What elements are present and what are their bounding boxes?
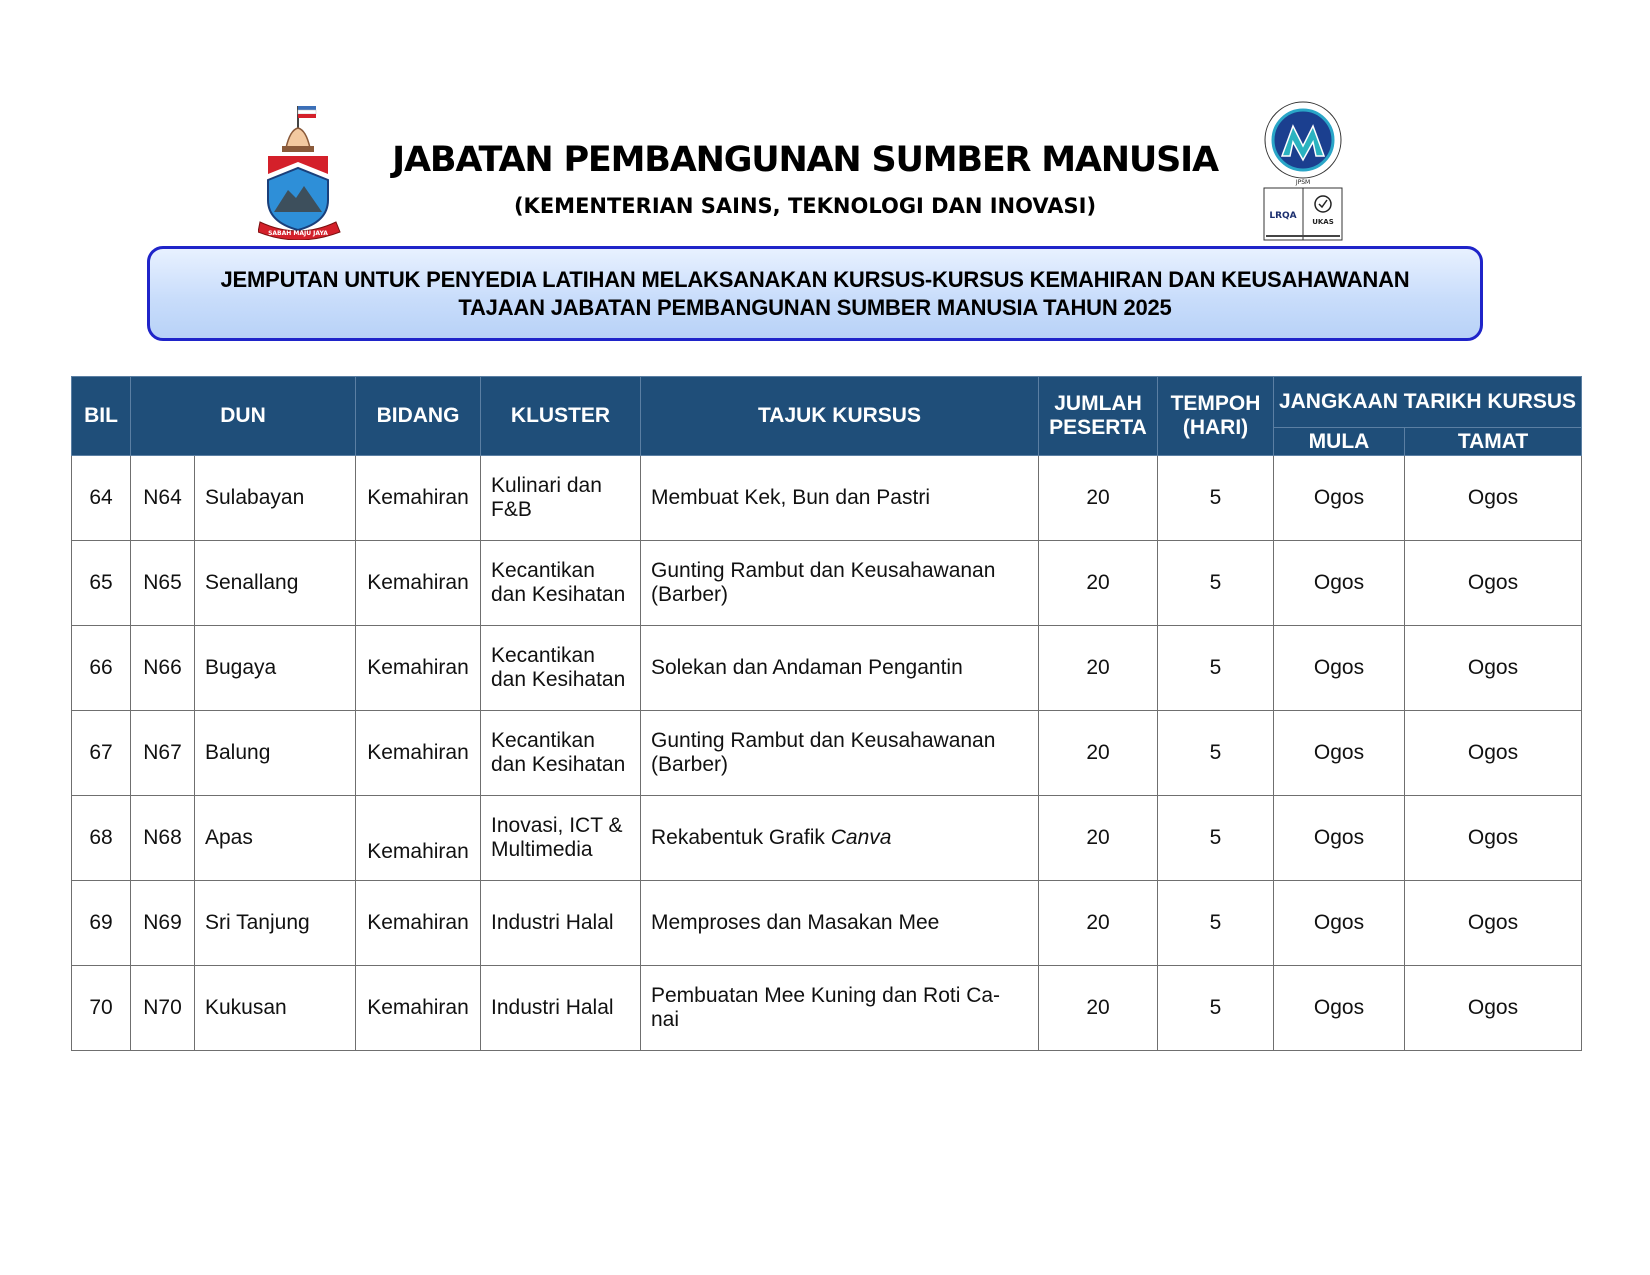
header-tempoh-hari: TEMPOH (HARI)	[1158, 377, 1274, 456]
cell-tempoh: 5	[1158, 711, 1274, 796]
header-mula: MULA	[1274, 428, 1405, 456]
cell-tajuk-kursus: Rekabentuk Grafik Canva	[641, 796, 1039, 881]
organization-subtitle: (KEMENTERIAN SAINS, TEKNOLOGI DAN INOVASI)	[513, 194, 1097, 218]
cell-bidang: Kemahiran	[356, 966, 481, 1051]
cell-dun-code: N69	[131, 881, 195, 966]
cell-bil: 65	[72, 541, 131, 626]
header-tajuk-kursus: TAJUK KURSUS	[641, 377, 1039, 456]
banner-line-2: TAJAAN JABATAN PEMBANGUNAN SUMBER MANUSIA TAHUN 2025	[458, 294, 1172, 320]
cell-tempoh: 5	[1158, 966, 1274, 1051]
cell-tamat: Ogos	[1405, 966, 1582, 1051]
cell-jumlah-peserta: 20	[1039, 881, 1158, 966]
jpsm-seal-logo	[1258, 100, 1348, 243]
cell-tempoh: 5	[1158, 881, 1274, 966]
cell-tamat: Ogos	[1405, 541, 1582, 626]
table-row	[72, 966, 1582, 1051]
banner-line-1: JEMPUTAN UNTUK PENYEDIA LATIHAN MELAKSANAKAN KURSUS-KURSUS KEMAHIRAN DAN KEUSAHAWANAN	[220, 266, 1410, 292]
sabah-coat-of-arms-logo	[258, 100, 348, 240]
cell-tamat: Ogos	[1405, 626, 1582, 711]
header-jangkaan-tarikh: JANGKAAN TARIKH KURSUS	[1274, 377, 1582, 428]
header-jumlah-peserta: JUMLAH PESERTA	[1039, 377, 1158, 456]
table-row	[72, 881, 1582, 966]
cell-tajuk-kursus: Gunting Rambut dan Keusahawanan (Barber)	[641, 711, 1039, 796]
table-row	[72, 796, 1582, 881]
cell-bidang: Kemahiran	[356, 711, 481, 796]
cell-bidang: Kemahiran	[356, 541, 481, 626]
table-row	[72, 456, 1582, 541]
cell-mula: Ogos	[1274, 541, 1405, 626]
cell-bil: 68	[72, 796, 131, 881]
ukas-mark: UKAS	[1312, 218, 1334, 226]
cell-tempoh: 5	[1158, 541, 1274, 626]
cell-tajuk-kursus: Memproses dan Masakan Mee	[641, 881, 1039, 966]
cell-tajuk-kursus: Pembuatan Mee Kuning dan Roti Ca-nai	[641, 966, 1039, 1051]
cell-dun-code: N65	[131, 541, 195, 626]
cell-kluster: Kecantikan dan Kesihatan	[481, 626, 641, 711]
cell-mula: Ogos	[1274, 626, 1405, 711]
table-row	[72, 541, 1582, 626]
cell-tamat: Ogos	[1405, 881, 1582, 966]
cell-dun-name: Sulabayan	[195, 456, 356, 541]
lrqa-mark: LRQA	[1269, 211, 1297, 221]
cell-kluster: Kulinari dan F&B	[481, 456, 641, 541]
cell-jumlah-peserta: 20	[1039, 456, 1158, 541]
table-row	[72, 626, 1582, 711]
cell-bil: 67	[72, 711, 131, 796]
cell-bidang: Kemahiran	[356, 796, 481, 881]
header-bidang: BIDANG	[356, 377, 481, 456]
cell-kluster: Kecantikan dan Kesihatan	[481, 541, 641, 626]
invitation-banner	[147, 246, 1483, 341]
cell-jumlah-peserta: 20	[1039, 626, 1158, 711]
cell-dun-code: N67	[131, 711, 195, 796]
cell-tajuk-kursus: Gunting Rambut dan Keusahawanan (Barber)	[641, 541, 1039, 626]
cell-kluster: Inovasi, ICT & Multimedia	[481, 796, 641, 881]
organization-title: JABATAN PEMBANGUNAN SUMBER MANUSIA	[392, 140, 1218, 180]
cell-jumlah-peserta: 20	[1039, 541, 1158, 626]
cell-jumlah-peserta: 20	[1039, 711, 1158, 796]
seal-abbrev: JPSM	[1295, 179, 1311, 186]
cell-dun-name: Sri Tanjung	[195, 881, 356, 966]
cell-dun-code: N68	[131, 796, 195, 881]
cell-kluster: Kecantikan dan Kesihatan	[481, 711, 641, 796]
cell-bidang: Kemahiran	[356, 456, 481, 541]
cell-bidang: Kemahiran	[356, 881, 481, 966]
cell-tajuk-kursus: Membuat Kek, Bun dan Pastri	[641, 456, 1039, 541]
header-dun: DUN	[131, 377, 356, 456]
cell-mula: Ogos	[1274, 711, 1405, 796]
cell-tamat: Ogos	[1405, 711, 1582, 796]
italic-software-name: Canva	[830, 826, 892, 849]
cell-dun-code: N64	[131, 456, 195, 541]
header-tamat: TAMAT	[1405, 428, 1582, 456]
cell-dun-name: Balung	[195, 711, 356, 796]
cell-jumlah-peserta: 20	[1039, 966, 1158, 1051]
cell-kluster: Industri Halal	[481, 966, 641, 1051]
cell-jumlah-peserta: 20	[1039, 796, 1158, 881]
cell-dun-name: Senallang	[195, 541, 356, 626]
cell-tempoh: 5	[1158, 456, 1274, 541]
cell-bil: 70	[72, 966, 131, 1051]
header-kluster: KLUSTER	[481, 377, 641, 456]
cell-kluster: Industri Halal	[481, 881, 641, 966]
course-table	[71, 376, 1582, 1051]
header-bil: BIL	[72, 377, 131, 456]
table-row	[72, 711, 1582, 796]
cell-bil: 66	[72, 626, 131, 711]
cell-dun-name: Kukusan	[195, 966, 356, 1051]
cell-mula: Ogos	[1274, 881, 1405, 966]
cell-dun-name: Apas	[195, 796, 356, 881]
cell-dun-code: N66	[131, 626, 195, 711]
cell-dun-name: Bugaya	[195, 626, 356, 711]
cell-bidang: Kemahiran	[356, 626, 481, 711]
cell-mula: Ogos	[1274, 966, 1405, 1051]
cell-tempoh: 5	[1158, 796, 1274, 881]
cell-tempoh: 5	[1158, 626, 1274, 711]
cell-tamat: Ogos	[1405, 456, 1582, 541]
cell-dun-code: N70	[131, 966, 195, 1051]
logo-motto: SABAH MAJU JAYA	[268, 230, 328, 237]
cell-tajuk-kursus: Solekan dan Andaman Pengantin	[641, 626, 1039, 711]
cell-mula: Ogos	[1274, 796, 1405, 881]
cell-bil: 64	[72, 456, 131, 541]
cell-bil: 69	[72, 881, 131, 966]
cell-mula: Ogos	[1274, 456, 1405, 541]
cell-tamat: Ogos	[1405, 796, 1582, 881]
